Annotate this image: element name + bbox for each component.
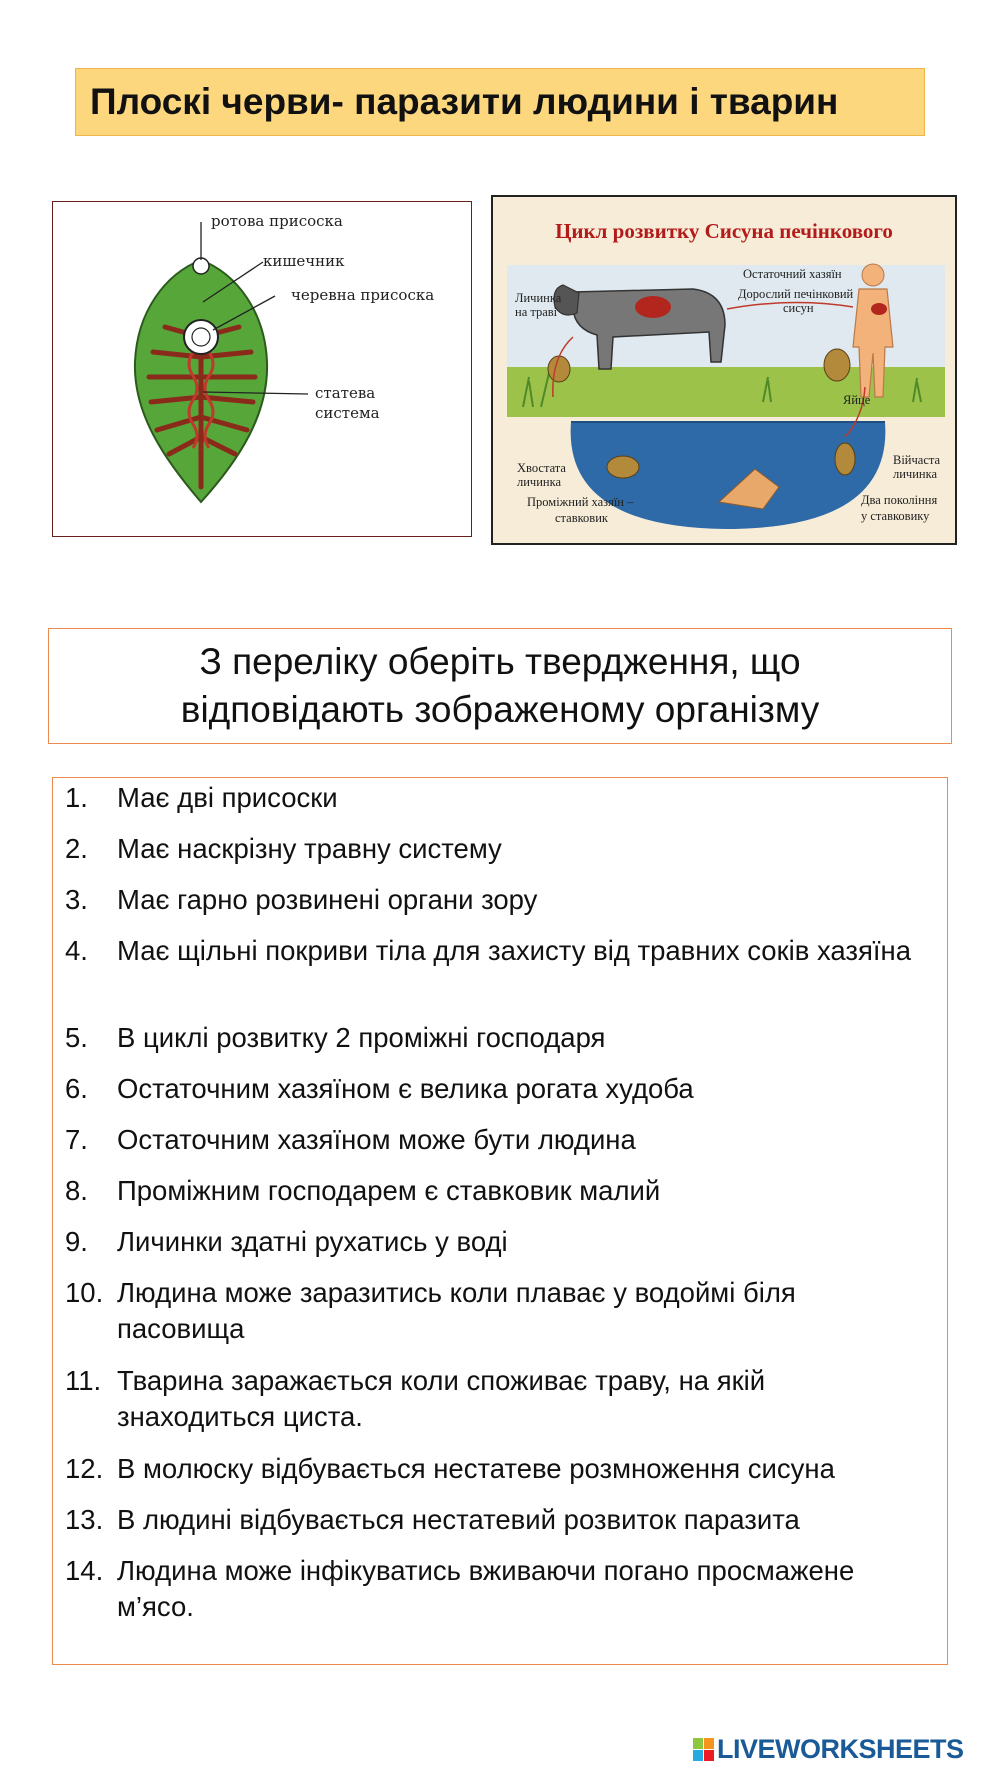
item-text: В людині відбувається нестатевий розвиток паразита: [117, 1504, 800, 1535]
item-text: Остаточним хазяїном є велика рогата худоба: [117, 1073, 694, 1104]
item-number: 4.: [65, 935, 88, 966]
item-number: 3.: [65, 884, 88, 915]
item-number: 8.: [65, 1175, 88, 1206]
item-text: Личинки здатні рухатись у воді: [117, 1226, 508, 1257]
item-text: Людина може інфікуватись вживаючи погано просмажене м’ясо.: [117, 1555, 855, 1622]
life-cycle-figure: [491, 195, 957, 545]
item-number: 6.: [65, 1073, 88, 1104]
label-two-gen-2: у ставковику: [861, 509, 930, 523]
label-tailed-1: Хвостата: [517, 461, 566, 475]
item-text: Має гарно розвинені органи зору: [117, 884, 538, 915]
label-intermediate-1: Проміжний хазяїн –: [527, 495, 634, 509]
label-ventral-sucker: черевна присоска: [291, 286, 435, 304]
item-number: 11.: [65, 1365, 102, 1396]
label-intermediate-2: ставковик: [555, 511, 608, 525]
item-text: Тварина заражається коли споживає траву, на якій знаходиться циста.: [117, 1365, 766, 1432]
item-number: 7.: [65, 1124, 88, 1155]
item-number: 14.: [65, 1555, 104, 1586]
item-number: 10.: [65, 1277, 104, 1308]
item-number: 1.: [65, 782, 88, 813]
item-number: 12.: [65, 1453, 104, 1484]
label-ciliated-2: личинка: [893, 467, 938, 481]
brand-text: LIVEWORKSHEETS: [717, 1734, 964, 1764]
question-line-1: З переліку оберіть твердження, що: [199, 641, 801, 682]
label-ciliated-1: Війчаста: [893, 453, 941, 467]
label-tailed-2: личинка: [517, 475, 562, 489]
label-larva-grass-1: Личинка: [515, 291, 562, 305]
label-intestine: кишечник: [263, 252, 345, 270]
label-final-host: Остаточний хазяїн: [743, 267, 842, 281]
item-number: 5.: [65, 1022, 88, 1053]
label-reproductive-1: статева: [315, 384, 376, 402]
page-title-banner: [75, 68, 925, 136]
item-text: Остаточним хазяїном може бути людина: [117, 1124, 636, 1155]
label-egg: Яйце: [843, 393, 871, 407]
statements-list: [52, 777, 948, 1665]
label-two-gen-1: Два покоління: [861, 493, 938, 507]
label-larva-grass-2: на траві: [515, 305, 558, 319]
item-number: 13.: [65, 1504, 104, 1535]
question-box: [48, 628, 952, 744]
item-text: В циклі розвитку 2 проміжні господаря: [117, 1022, 606, 1053]
liveworksheets-logo-icon: [693, 1738, 715, 1762]
label-adult-2: сисун: [783, 301, 814, 315]
label-adult-1: Дорослий печінковий: [738, 287, 854, 301]
life-cycle-title: Цикл розвитку Сисуна печінкового: [555, 219, 893, 243]
item-text: Людина може заразитись коли плаває у водоймі біля пасовища: [117, 1277, 796, 1344]
item-number: 9.: [65, 1226, 88, 1257]
question-line-2: відповідають зображеному організму: [180, 689, 820, 730]
fluke-anatomy-figure: [52, 201, 472, 537]
item-text: Має дві присоски: [117, 782, 338, 813]
label-oral-sucker: ротова присоска: [211, 212, 343, 230]
item-text: В молюску відбувається нестатеве розмноження сисуна: [117, 1453, 835, 1484]
item-text: Має щільні покриви тіла для захисту від травних соків хазяїна: [117, 935, 912, 966]
item-text: Має наскрізну травну систему: [117, 833, 502, 864]
item-number: 2.: [65, 833, 88, 864]
page-title: Плоскі черви- паразити людини і тварин: [90, 81, 839, 122]
item-text: Проміжним господарем є ставковик малий: [117, 1175, 661, 1206]
label-reproductive-2: система: [315, 404, 380, 422]
